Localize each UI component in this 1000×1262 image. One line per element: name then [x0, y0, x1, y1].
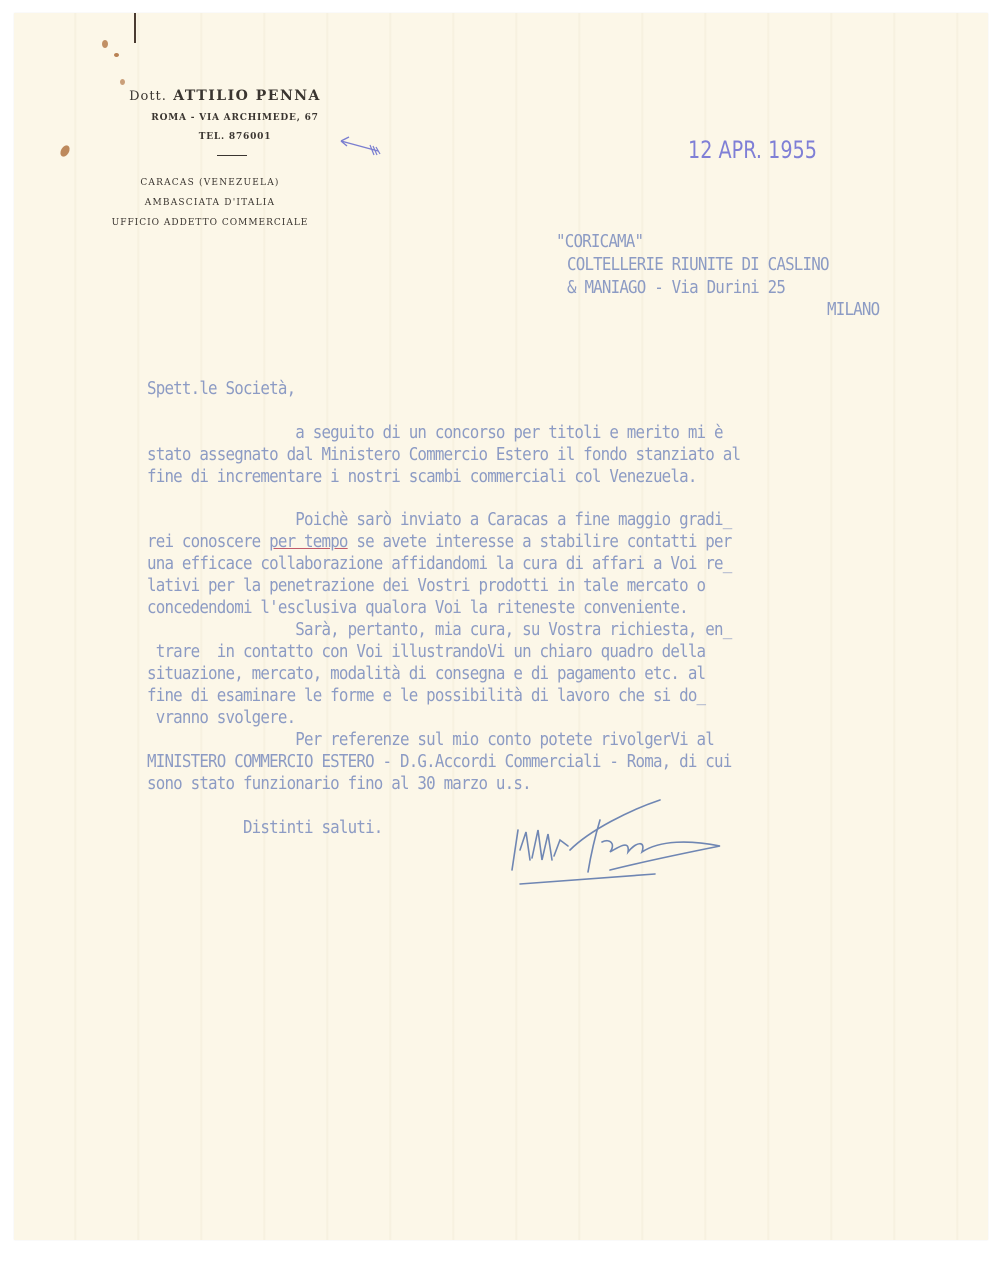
body-line: situazione, mercato, modalità di consegna e di pagamento etc. al	[147, 664, 706, 684]
body-line: Poichè sarò inviato a Caracas a fine maggio gradi_	[147, 510, 732, 530]
signature	[490, 790, 750, 900]
recipient-line-1: "CORICAMA"	[556, 232, 644, 252]
body-line: vranno svolgere.	[147, 708, 296, 728]
body-line: sono stato funzionario fino al 30 marzo u.s.	[147, 774, 531, 794]
body-line: concedendomi l'esclusiva qualora Voi la riteneste conveniente.	[147, 598, 688, 618]
letterhead-phone: TEL. 876001	[198, 132, 272, 142]
closing: Distinti saluti.	[147, 818, 383, 838]
body-line: MINISTERO COMMERCIO ESTERO - D.G.Accordi Commerciali - Roma, di cui	[147, 752, 732, 772]
recipient-line-4: MILANO	[827, 300, 880, 320]
salutation: Spett.le Società,	[147, 379, 296, 399]
rust-stain	[59, 144, 72, 158]
rust-stain	[102, 40, 108, 48]
letterhead-full-name: ATTILIO PENNA	[173, 88, 321, 104]
letterhead-divider	[217, 155, 247, 156]
ink-mark	[134, 13, 136, 43]
rust-stain	[120, 79, 125, 85]
letterhead-name	[100, 88, 350, 104]
body-line: lativi per la penetrazione dei Vostri prodotti in tale mercato o	[147, 576, 706, 596]
underlined-text: per tempo	[269, 532, 348, 552]
body-line: fine di esaminare le forme e le possibilità di lavoro che si do_	[147, 686, 706, 706]
body-text: rei conoscere	[147, 532, 270, 552]
letterhead-title-prefix: Dott.	[129, 89, 167, 104]
body-line: a seguito di un concorso per titoli e merito mi è	[147, 423, 723, 443]
date-stamp: 12 APR. 1955	[688, 136, 817, 164]
recipient-line-3: & MANIAGO - Via Durini 25	[567, 278, 786, 298]
arrow-icon	[338, 135, 384, 157]
letterhead-office-embassy: AMBASCIATA D'ITALIA	[144, 198, 276, 208]
body-text: se avete interesse a stabilire contatti per	[347, 532, 732, 552]
recipient-line-2: COLTELLERIE RIUNITE DI CASLINO	[567, 255, 829, 275]
body-line: Sarà, pertanto, mia cura, su Vostra richiesta, en_	[147, 620, 732, 640]
body-line: stato assegnato dal Ministero Commercio Estero il fondo stanziato al	[147, 445, 741, 465]
body-line: una efficace collaborazione affidandomi la cura di affari a Voi re_	[147, 554, 732, 574]
body-line-with-underline	[147, 532, 731, 552]
letterhead-office-dept: UFFICIO ADDETTO COMMERCIALE	[111, 218, 309, 228]
body-line: trare in contatto con Voi illustrandoVi un chiaro quadro della	[147, 642, 706, 662]
body-line: Per referenze sul mio conto potete rivolgerVi al	[147, 730, 715, 750]
body-line: fine di incrementare i nostri scambi commerciali col Venezuela.	[147, 467, 697, 487]
letterhead-address: ROMA - VIA ARCHIMEDE, 67	[151, 113, 319, 123]
letterhead-office-city: CARACAS (VENEZUELA)	[140, 178, 280, 188]
rust-stain	[114, 53, 119, 57]
